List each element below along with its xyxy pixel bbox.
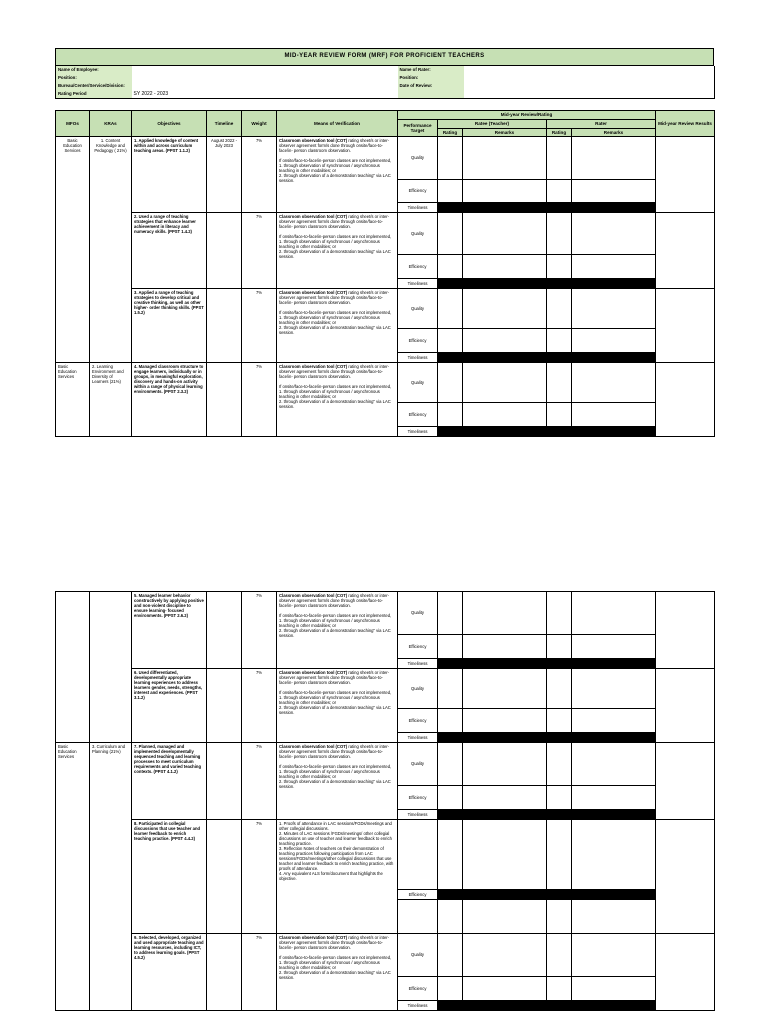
col-rater-remarks: Remarks [572, 128, 656, 137]
ratee-rating-input[interactable] [438, 669, 463, 709]
weight-cell: 7% [242, 213, 277, 289]
col-ratee-rating: Rating [438, 128, 463, 137]
rater-position-label: Position: [398, 74, 464, 82]
results-cell[interactable] [656, 934, 715, 1011]
target-timeliness: Timeliness [398, 427, 438, 437]
blocked-cell [438, 810, 656, 820]
blocked-cell [438, 203, 656, 213]
rater-rating-input[interactable] [547, 363, 572, 403]
rater-remarks-input[interactable] [572, 934, 656, 977]
objective-cell: 7. Planned, managed and implemented developmentally sequenced teaching and learning processes to meet curriculum requirements and varied teaching contexts. (PPST 4.1.2) [132, 743, 207, 820]
rater-rating-input[interactable] [547, 934, 572, 977]
kra-cell: 2. Learning Environment and Diversity of Learners (21%) [90, 363, 132, 437]
blank-label [398, 90, 464, 99]
target-timeliness: Timeliness [398, 733, 438, 743]
target-quality: Quality [398, 592, 438, 635]
rater-remarks-input[interactable] [572, 743, 656, 786]
weight-cell: 7% [242, 592, 277, 669]
ratee-rating-input[interactable] [438, 213, 463, 255]
rater-remarks-input[interactable] [572, 635, 656, 659]
timeline-cell [207, 743, 242, 820]
table-row [56, 137, 715, 180]
employee-info [55, 66, 715, 99]
target-quality: Quality [398, 213, 438, 255]
target-quality: Quality [398, 363, 438, 403]
target-timeliness: Timeliness [398, 1001, 438, 1011]
employee-label: Name of Employee: [56, 66, 132, 74]
rating-period-value: SY 2022 - 2023 [132, 90, 398, 99]
target-efficiency: Efficiency [398, 635, 438, 659]
table-row [56, 820, 715, 890]
objective-cell: 5. Managed learner behavior constructively by applying positive and non-violent discipline to ensure learning- focused environments. (PPST 2.6.2) [132, 592, 207, 669]
weight-cell: 7% [242, 934, 277, 1011]
blocked-cell [438, 427, 656, 437]
ratee-remarks-input[interactable] [463, 743, 547, 786]
form-title: MID-YEAR REVIEW FORM (MRF) FOR PROFICIENT TEACHERS [56, 49, 714, 66]
timeline-cell [207, 592, 242, 669]
ratee-rating-input[interactable] [438, 934, 463, 977]
target-efficiency: Efficiency [398, 709, 438, 733]
table-row [56, 213, 715, 255]
rater-remarks-input[interactable] [572, 403, 656, 427]
rater-remarks-input[interactable] [572, 137, 656, 180]
mfo-cell: Basic Education Services [56, 137, 90, 363]
timeline-cell [207, 669, 242, 743]
rater-remarks-input[interactable] [572, 786, 656, 810]
table-row [56, 743, 715, 786]
col-weight: Weight [242, 111, 277, 137]
mov-cell: Classroom observation tool (COT) rating sheet/s or inter-observer agreement form/s done through onsite/face-to-face/in- person classroom observation. If onsite/face-to-face/in-person classes are not implemented, 1. through observation of synchronous / asynchronous teaching in other modalities; or 2. through observation of a demonstration teaching" via LAC session. [277, 934, 398, 1011]
col-results: Mid-year Review Results [656, 111, 715, 137]
col-timeline: Timeline [207, 111, 242, 137]
weight-cell: 7% [242, 669, 277, 743]
timeline-cell [207, 213, 242, 289]
date-review-value[interactable] [464, 82, 715, 90]
objective-cell: 3. Applied a range of teaching strategies to develop critical and creative thinking, as well as other higher- order thinking skills. (PPST 1.5.2) [132, 289, 207, 363]
col-rater: Rater [547, 120, 656, 129]
target-timeliness: Timeliness [398, 810, 438, 820]
timeline-cell [207, 820, 242, 934]
blocked-cell [438, 659, 656, 669]
kra-cell: 1. Content Knowledge and Pedagogy ( 21%) [90, 137, 132, 363]
rater-rating-input[interactable] [547, 977, 572, 1001]
blocked-cell [438, 890, 656, 900]
ratee-remarks-input[interactable] [463, 180, 547, 203]
blocked-cell [438, 279, 656, 289]
ratee-rating-input[interactable] [438, 363, 463, 403]
ratee-remarks-input[interactable] [463, 709, 547, 733]
rater-remarks-input[interactable] [572, 289, 656, 329]
weight-cell: 7% [242, 743, 277, 820]
mov-cell: Classroom observation tool (COT) rating sheet/s or inter-observer agreement form/s done through onsite/face-to-face/in- person classroom observation. If onsite/face-to-face/in-person classes are not implemented, 1. through observation of synchronous / asynchronous teaching in other modalities; or 2. through observation of a demonstration teaching" via LAC session. [277, 213, 398, 289]
bureau-label: Bureau/Center/Service/Division: [56, 82, 132, 90]
rater-remarks-input[interactable] [572, 709, 656, 733]
timeline-cell [207, 363, 242, 437]
col-kras: KRAs [90, 111, 132, 137]
mov-cell: Classroom observation tool (COT) rating sheet/s or inter-observer agreement form/s done through onsite/face-to-face/in- person classroom observation. If onsite/face-to-face/in-person classes are not implemented, 1. through observation of synchronous / asynchronous teaching in other modalities; or 2. through observation of a demonstration teaching" via LAC session. [277, 743, 398, 820]
col-rater-rating: Rating [547, 128, 572, 137]
rater-rating-input[interactable] [547, 403, 572, 427]
ratee-rating-input[interactable] [438, 786, 463, 810]
rater-rating-input[interactable] [547, 635, 572, 659]
bureau-value[interactable] [132, 82, 398, 90]
rater-remarks-input[interactable] [572, 592, 656, 635]
employee-value[interactable] [132, 66, 398, 74]
target-quality: Quality [398, 289, 438, 329]
col-objectives: Objectives [132, 111, 207, 137]
rater-rating-input[interactable] [547, 820, 572, 890]
ratee-rating-input[interactable] [438, 137, 463, 180]
ratee-rating-input[interactable] [438, 180, 463, 203]
timeline-cell [207, 934, 242, 1011]
ratee-remarks-input[interactable] [463, 786, 547, 810]
rater-value[interactable] [464, 66, 715, 74]
position-label: Position: [56, 74, 132, 82]
blocked-cell [438, 1001, 656, 1011]
ratee-rating-input[interactable] [438, 635, 463, 659]
blocked-cell [438, 733, 656, 743]
rater-label: Name of Rater: [398, 66, 464, 74]
ratee-remarks-input[interactable] [463, 977, 547, 1001]
mov-cell: Classroom observation tool (COT) rating sheet/s or inter-observer agreement form/s done through onsite/face-to-face/in- person classroom observation. If onsite/face-to-face/in-person classes are not implemented, 1. through observation of synchronous / asynchronous teaching in other modalities; or 2. through observation of a demonstration teaching" via LAC session. [277, 363, 398, 437]
rater-remarks-input[interactable] [572, 977, 656, 1001]
ratee-remarks-input[interactable] [463, 403, 547, 427]
rater-remarks-input[interactable] [572, 820, 656, 890]
target-efficiency: Efficiency [398, 255, 438, 279]
rater-rating-input[interactable] [547, 786, 572, 810]
mfo-cell [56, 592, 90, 743]
target-quality: Quality [398, 137, 438, 180]
position-value[interactable] [132, 74, 398, 82]
table-row [56, 289, 715, 329]
table-row [56, 363, 715, 403]
rater-remarks-input[interactable] [572, 213, 656, 255]
col-review: Mid-year Review/Rating [398, 111, 656, 120]
review-table-1 [55, 110, 715, 437]
target-quality [398, 820, 438, 890]
ratee-rating-input[interactable] [438, 255, 463, 279]
weight-cell: 7% [242, 820, 277, 934]
ratee-remarks-input[interactable] [463, 255, 547, 279]
rater-position-value[interactable] [464, 74, 715, 82]
ratee-rating-input[interactable] [438, 709, 463, 733]
target-timeliness: Timeliness [398, 203, 438, 213]
results-cell[interactable] [656, 137, 715, 213]
target-quality: Quality [398, 934, 438, 977]
col-mov: Means of Verification [277, 111, 398, 137]
objective-cell: 8. Participated in collegial discussions that use teacher and learner feedback to enrich teaching practice. (PPST 4.4.2) [132, 820, 207, 934]
mfo-cell: Basic Education Services [56, 743, 90, 1011]
target-timeliness: Timeliness [398, 353, 438, 363]
target-efficiency: Efficiency [398, 329, 438, 353]
mov-cell: Classroom observation tool (COT) rating sheet/s or inter-observer agreement form/s done through onsite/face-to-face/in- person classroom observation. If onsite/face-to-face/in-person classes are not implemented, 1. through observation of synchronous / asynchronous teaching in other modalities; or 2. through observation of a demonstration teaching" via LAC session. [277, 137, 398, 213]
header-table [55, 48, 714, 66]
col-performance-target: Performance Target [398, 120, 438, 137]
timeline-cell [207, 289, 242, 363]
blocked-cell [438, 353, 656, 363]
objective-cell: 2. Used a range of teaching strategies that enhance learner achievement in literacy and numeracy skills. (PPST 1.4.2) [132, 213, 207, 289]
results-cell[interactable] [656, 213, 715, 289]
ratee-remarks-input[interactable] [463, 635, 547, 659]
kra-cell: 3. Curriculum and Planning (21%) [90, 743, 132, 1011]
target-efficiency: Efficiency [398, 786, 438, 810]
rater-rating-input[interactable] [547, 213, 572, 255]
ratee-rating-input[interactable] [438, 403, 463, 427]
ratee-remarks-input[interactable] [463, 934, 547, 977]
objective-cell: 4. Managed classroom structure to engage learners, individually or in groups, in meaningful exploration, discovery and hands-on activity within a range of physical learning environments. (PPST 2.3.2) [132, 363, 207, 437]
results-cell[interactable] [656, 820, 715, 934]
rating-period-label: Rating Period [56, 90, 132, 99]
table-row [56, 592, 715, 635]
objective-cell: 1. Applied knowledge of content within and across curriculum teaching areas. (PPST 1.1.2) [132, 137, 207, 213]
ratee-remarks-input[interactable] [463, 289, 547, 329]
date-review-label: Date of Review: [398, 82, 464, 90]
ratee-remarks-input[interactable] [463, 669, 547, 709]
form-page-1 [55, 48, 714, 437]
rater-remarks-input[interactable] [572, 180, 656, 203]
ratee-remarks-input[interactable] [463, 213, 547, 255]
results-cell[interactable] [656, 592, 715, 669]
mfo-cell: Basic Education Services [56, 363, 90, 437]
table-row [56, 934, 715, 977]
ratee-remarks-input[interactable] [463, 363, 547, 403]
rater-remarks-input[interactable] [572, 329, 656, 353]
rater-rating-input[interactable] [547, 709, 572, 733]
weight-cell: 7% [242, 363, 277, 437]
col-mfos: MFOs [56, 111, 90, 137]
objective-cell: 6. Used differentiated, developmentally appropriate learning experiences to address learners gender, needs, strengths, interest and experiences. (PPST 3.1.2) [132, 669, 207, 743]
results-cell[interactable] [656, 669, 715, 743]
ratee-rating-input[interactable] [438, 329, 463, 353]
ratee-rating-input[interactable] [438, 592, 463, 635]
ratee-remarks-input[interactable] [463, 137, 547, 180]
target-efficiency: Efficiency [398, 403, 438, 427]
rater-rating-input[interactable] [547, 137, 572, 180]
mov-cell: Classroom observation tool (COT) rating sheet/s or inter-observer agreement form/s done through onsite/face-to-face/in- person classroom observation. If onsite/face-to-face/in-person classes are not implemented, 1. through observation of synchronous / asynchronous teaching in other modalities; or 2. through observation of a demonstration teaching" via LAC session. [277, 289, 398, 363]
target-timeliness: Timeliness [398, 659, 438, 669]
review-table-2 [55, 591, 715, 1011]
weight-cell: 7% [242, 289, 277, 363]
results-cell[interactable] [656, 743, 715, 820]
objective-cell: 9. Selected, developed, organized and used appropriate teaching and learning resources, including ICT, to address learning goals. (PPST 4.5.2) [132, 934, 207, 1011]
results-cell[interactable] [656, 363, 715, 437]
target-quality: Quality [398, 669, 438, 709]
rater-rating-input[interactable] [547, 255, 572, 279]
kra-cell [90, 592, 132, 743]
rater-rating-input[interactable] [547, 289, 572, 329]
table-row [56, 669, 715, 709]
blank-value [464, 90, 715, 99]
ratee-rating-input[interactable] [438, 289, 463, 329]
mov-cell: 1. Proofs of attendance in LAC sessions/FGDs/meetings and other collegial discussions. 2. Minutes of LAC sessions /FGDs/meetings/ other collegial discussions on use of teacher and learner feedback to enrich teaching practice. 3. Reflection Notes of teachers on their demonstration of teaching practices following participation from LAC sessions/FGDs/meetings/other collegial discussions that use teacher and learner feedback to enrich teaching practice, with proofs of attendance. 4. Any equivalent ALS form/document that highlights the objective. [277, 820, 398, 934]
ratee-rating-input[interactable] [438, 977, 463, 1001]
target-efficiency: Efficiency [398, 180, 438, 203]
rater-remarks-input[interactable] [572, 363, 656, 403]
ratee-remarks-input[interactable] [463, 592, 547, 635]
target-efficiency: Efficiency [398, 977, 438, 1001]
target-timeliness: Timeliness [398, 279, 438, 289]
mov-cell: Classroom observation tool (COT) rating sheet/s or inter-observer agreement form/s done through onsite/face-to-face/in- person classroom observation. If onsite/face-to-face/in-person classes are not implemented, 1. through observation of synchronous / asynchronous teaching in other modalities; or 2. through observation of a demonstration teaching" via LAC session. [277, 669, 398, 743]
form-page-2 [55, 591, 714, 1011]
rater-rating-input[interactable] [547, 180, 572, 203]
ratee-rating-input[interactable] [438, 820, 463, 890]
rater-remarks-input[interactable] [572, 669, 656, 709]
col-ratee: Ratee (Teacher) [438, 120, 547, 129]
weight-cell: 7% [242, 137, 277, 213]
rater-rating-input[interactable] [547, 743, 572, 786]
results-cell[interactable] [656, 289, 715, 363]
ratee-remarks-input[interactable] [463, 820, 547, 890]
col-ratee-remarks: Remarks [463, 128, 547, 137]
rater-rating-input[interactable] [547, 329, 572, 353]
rater-rating-input[interactable] [547, 669, 572, 709]
mov-cell: Classroom observation tool (COT) rating sheet/s or inter-observer agreement form/s done through onsite/face-to-face/in- person classroom observation. If onsite/face-to-face/in-person classes are not implemented, 1. through observation of synchronous / asynchronous teaching in other modalities; or 2. through observation of a demonstration teaching" via LAC session. [277, 592, 398, 669]
rater-remarks-input[interactable] [572, 255, 656, 279]
rater-rating-input[interactable] [547, 592, 572, 635]
target-efficiency: Efficiency [398, 890, 438, 900]
ratee-rating-input[interactable] [438, 743, 463, 786]
timeline-cell: August 2022 - July 2023 [207, 137, 242, 213]
ratee-remarks-input[interactable] [463, 329, 547, 353]
target-quality: Quality [398, 743, 438, 786]
